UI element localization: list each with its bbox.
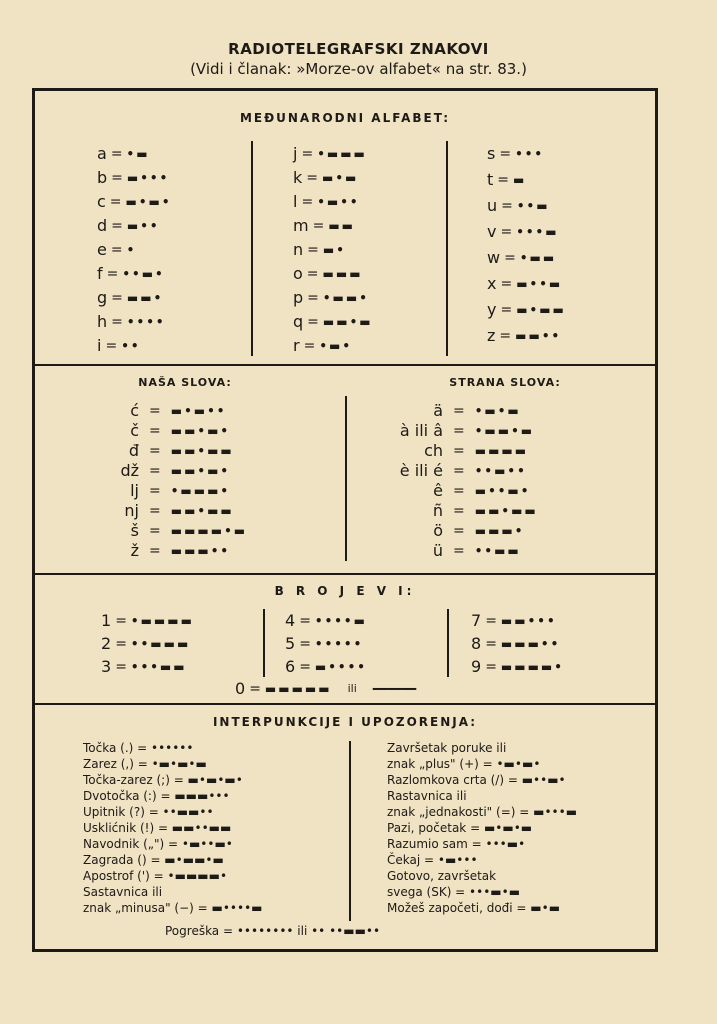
strana-row: à ili â = •▬▬•▬ xyxy=(399,421,535,440)
alphabet-row: p = •▬▬• xyxy=(293,288,369,307)
punct-item: Zagrada () = ▬•▬▬•▬ xyxy=(83,853,224,867)
number-row: 7 = ▬▬••• xyxy=(471,611,557,630)
alphabet-row: e = • xyxy=(97,240,137,259)
strana-row: ü = ••▬▬ xyxy=(432,541,521,560)
alphabet-row: u = ••▬ xyxy=(487,196,550,215)
alphabet-row: m = ▬▬ xyxy=(293,216,356,235)
punct-item: znak „minusa" (−) = ▬••••▬ xyxy=(83,901,263,915)
strana-row: è ili é = ••▬•• xyxy=(399,461,527,480)
punct-item: Navodnik („") = •▬••▬• xyxy=(83,837,233,851)
punct-item: Upitnik (?) = ••▬▬•• xyxy=(83,805,214,819)
alphabet-row: y = ▬•▬▬ xyxy=(487,300,566,319)
alphabet-row: b = ▬••• xyxy=(97,168,170,187)
number-row: 4 = ••••▬ xyxy=(285,611,367,630)
morse-table xyxy=(32,88,658,952)
punct-title: INTERPUNKCIJE I UPOZORENJA: xyxy=(212,715,478,729)
number-zero-row: 0 = ▬▬▬▬▬ ili ━━━━━━ xyxy=(235,679,417,698)
number-row: 1 = •▬▬▬▬ xyxy=(101,611,194,630)
punct-error: Pogreška = •••••••• ili •• ••▬▬•• xyxy=(165,924,381,938)
nasa-row: đ = ▬▬•▬▬ xyxy=(128,441,234,460)
punct-item: Možeš započeti, dođi = ▬•▬ xyxy=(387,901,561,915)
punct-item: Gotovo, završetak xyxy=(387,869,497,883)
alphabet-row: v = •••▬ xyxy=(487,222,559,241)
document-subtitle: (Vidi i članak: »Morze-ov alfabet« na str. 83.) xyxy=(190,60,527,78)
alphabet-title: MEĐUNARODNI ALFABET: xyxy=(239,111,451,125)
alphabet-row: i = •• xyxy=(97,336,141,355)
number-row: 9 = ▬▬▬▬• xyxy=(471,657,564,676)
alphabet-row: o = ▬▬▬ xyxy=(293,264,363,283)
punct-item: Zarez (,) = •▬•▬•▬ xyxy=(83,757,207,771)
punct-item: Apostrof (') = •▬▬▬▬• xyxy=(83,869,228,883)
alphabet-row: x = ▬••▬ xyxy=(487,274,563,293)
nasa-row: nj = ▬▬•▬▬ xyxy=(124,501,234,520)
nasa-row: š = ▬▬▬▬•▬ xyxy=(130,521,248,540)
punct-item: znak „jednakosti" (=) = ▬•••▬ xyxy=(387,805,578,819)
nasa-row: č = ▬▬•▬• xyxy=(130,421,231,440)
punct-item: svega (SK) = •••▬•▬ xyxy=(387,885,521,899)
alphabet-row: r = •▬• xyxy=(293,336,352,355)
punct-item: Završetak poruke ili xyxy=(387,741,507,755)
alphabet-row: h = •••• xyxy=(97,312,166,331)
punct-item: Sastavnica ili xyxy=(83,885,163,899)
alphabet-row: w = •▬▬ xyxy=(487,248,557,267)
alphabet-row: n = ▬• xyxy=(293,240,346,259)
punct-item: Točka-zarez (;) = ▬•▬•▬• xyxy=(83,773,243,787)
strana-row: ä = •▬•▬ xyxy=(433,401,521,420)
alphabet-row: k = ▬•▬ xyxy=(293,168,359,187)
alphabet-row: q = ▬▬•▬ xyxy=(293,312,373,331)
alphabet-row: l = •▬•• xyxy=(293,192,360,211)
strana-title: STRANA SLOVA: xyxy=(449,376,561,389)
numbers-title: B R O J E V I: xyxy=(274,584,416,598)
punct-item: Razumio sam = •••▬• xyxy=(387,837,526,851)
alphabet-row: c = ▬•▬• xyxy=(97,192,172,211)
nasa-row: dž = ▬▬•▬• xyxy=(120,461,231,480)
alphabet-row: g = ▬▬• xyxy=(97,288,164,307)
alphabet-row: j = •▬▬▬ xyxy=(293,144,367,163)
number-row: 3 = •••▬▬ xyxy=(101,657,187,676)
number-row: 6 = ▬•••• xyxy=(285,657,367,676)
strana-row: ö = ▬▬▬• xyxy=(433,521,525,540)
alphabet-row: t = ▬ xyxy=(487,170,527,189)
alphabet-row: d = ▬•• xyxy=(97,216,160,235)
punct-item: Rastavnica ili xyxy=(387,789,467,803)
document-title: RADIOTELEGRAFSKI ZNAKOVI xyxy=(228,40,489,58)
nasa-row: ć = ▬•▬•• xyxy=(130,401,227,420)
punct-item: Dvotočka (:) = ▬▬▬••• xyxy=(83,789,230,803)
alphabet-row: a = •▬ xyxy=(97,144,150,163)
strana-row: ñ = ▬▬•▬▬ xyxy=(432,501,538,520)
alphabet-row: s = ••• xyxy=(487,144,545,163)
strana-row: ê = ▬••▬• xyxy=(433,481,531,500)
punct-item: Čekaj = •▬••• xyxy=(387,853,478,867)
nasa-row: ž = ▬▬▬•• xyxy=(130,541,231,560)
punct-item: Razlomkova crta (/) = ▬••▬• xyxy=(387,773,566,787)
strana-row: ch = ▬▬▬▬ xyxy=(424,441,529,460)
punct-item: Točka (.) = •••••• xyxy=(83,741,194,755)
punct-item: Usklićnik (!) = ▬▬••▬▬ xyxy=(83,821,232,835)
alphabet-row: f = ••▬• xyxy=(97,264,165,283)
alphabet-row: z = ▬▬•• xyxy=(487,326,562,345)
nasa-title: NAŠA SLOVA: xyxy=(138,376,232,389)
nasa-row: lj = •▬▬▬• xyxy=(130,481,231,500)
number-row: 5 = ••••• xyxy=(285,634,364,653)
number-row: 2 = ••▬▬▬ xyxy=(101,634,191,653)
number-row: 8 = ▬▬▬•• xyxy=(471,634,561,653)
punct-item: znak „plus" (+) = •▬•▬• xyxy=(387,757,541,771)
punct-item: Pazi, početak = ▬•▬•▬ xyxy=(387,821,533,835)
